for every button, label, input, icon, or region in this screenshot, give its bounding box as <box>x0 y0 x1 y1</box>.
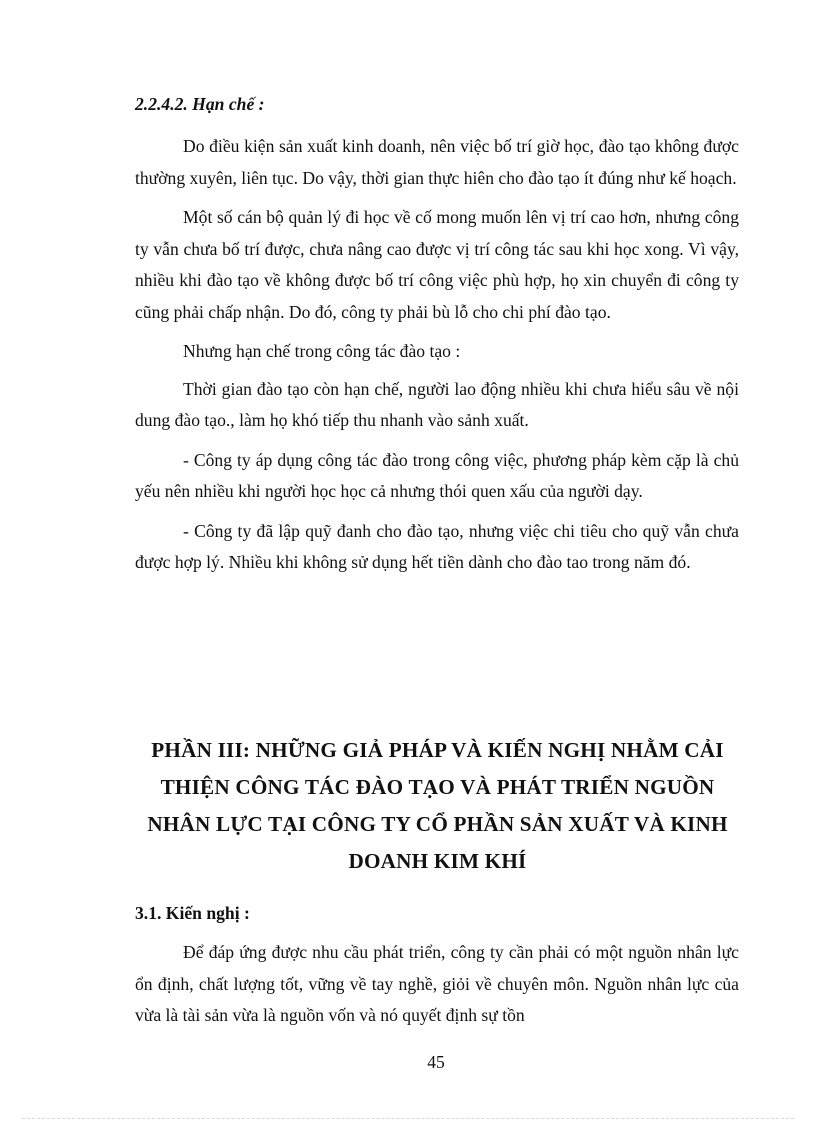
paragraph: Một số cán bộ quản lý đi học về cố mong muốn lên vị trí cao hơn, nhưng công ty vẫn chưa bố trí được, chưa nâng cao được vị trí công tác sau khi học xong. Vì vậy, nhiều khi đào tạo về không được bố trí công việc phù hợp, họ xin chuyển đi công ty cũng phải chấp nhận. Do đó, công ty phải bù lỗ cho chi phí đào tạo. <box>135 207 739 322</box>
page-bottom-divider <box>22 1118 794 1119</box>
paragraph: Do điều kiện sản xuất kinh doanh, nên việc bố trí giờ học, đào tạo không được thường xuyên, liên tục. Do vậy, thời gian thực hiên cho đào tạo ít đúng như kế hoạch. <box>135 136 739 188</box>
list-item: - Công ty áp dụng công tác đào trong công việc, phương pháp kèm cặp là chủ yếu nên nhiều khi người học học cả nhưng thói quen xấu của người dạy. <box>135 449 739 501</box>
paragraph: Nhưng hạn chế trong công tác đào tạo : <box>183 341 461 361</box>
part-title: PHẦN III: NHỮNG GIẢ PHÁP VÀ KIẾN NGHỊ NHẰM CẢI THIỆN CÔNG TÁC ĐÀO TẠO VÀ PHÁT TRIỂN NGUỒN NHÂN LỰC TẠI CÔNG TY CỔ PHẦN SẢN XUẤT VÀ KINH DOANH KIM KHÍ <box>147 738 728 873</box>
paragraph: Thời gian đào tạo còn hạn chế, người lao động nhiều khi chưa hiểu sâu về nội dung đào tạo., làm họ khó tiếp thu nhanh vào sảnh xuất. <box>135 378 739 430</box>
list-item: - Công ty đã lập quỹ đanh cho đào tạo, nhưng việc chi tiêu cho quỹ vẫn chưa được hợp lý. Nhiều khi không sử dụng hết tiền dành cho đào tao trong năm đó. <box>135 520 739 572</box>
page-number: 45 <box>427 1052 445 1072</box>
paragraph: Để đáp ứng được nhu cầu phát triển, công ty cần phải có một nguồn nhân lực ổn định, chất lượng tốt, vững về tay nghề, giỏi về chuyên môn. Nguồn nhân lực của vừa là tài sản vừa là nguồn vốn và nó quyết định sự tồn <box>135 942 739 1025</box>
section-heading-limitations: 2.2.4.2. Hạn chế : <box>135 94 265 114</box>
recommendations-body <box>135 937 739 1040</box>
section-heading-recommendations: 3.1. Kiến nghị : <box>135 903 250 923</box>
limitations-body <box>135 131 739 587</box>
